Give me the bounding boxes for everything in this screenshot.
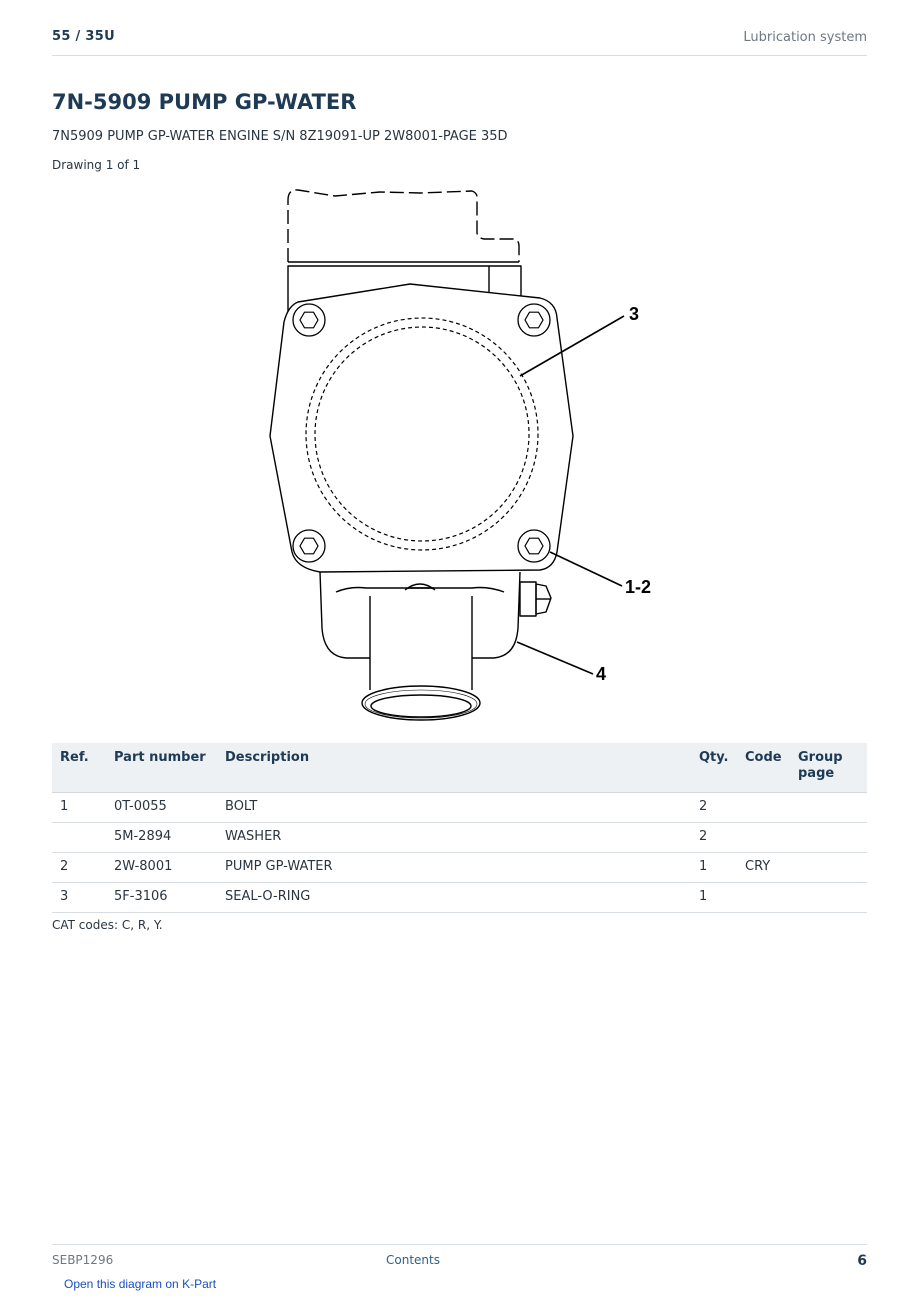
cell-qty: 1 bbox=[691, 883, 737, 913]
callout-3: 3 bbox=[629, 304, 640, 324]
cell-qty: 1 bbox=[691, 853, 737, 883]
cell-group-page bbox=[790, 853, 867, 883]
table-row bbox=[52, 883, 867, 913]
header-divider bbox=[52, 55, 867, 56]
table-row bbox=[52, 853, 867, 883]
parts-table bbox=[52, 743, 867, 913]
cell-ref bbox=[52, 823, 106, 853]
cell-part-number: 0T-0055 bbox=[106, 793, 217, 823]
page-number: 6 bbox=[857, 1253, 867, 1269]
cell-description: WASHER bbox=[217, 823, 691, 853]
kpart-diagram-link[interactable]: Open this diagram on K-Part bbox=[64, 1277, 217, 1291]
col-group-page: Group page bbox=[790, 743, 867, 793]
col-part-number: Part number bbox=[106, 743, 217, 793]
cell-code bbox=[737, 883, 790, 913]
page-title: 7N-5909 PUMP GP-WATER bbox=[52, 90, 357, 114]
cat-codes-note: CAT codes: C, R, Y. bbox=[52, 918, 163, 932]
col-qty: Qty. bbox=[691, 743, 737, 793]
footer-divider bbox=[52, 1244, 867, 1245]
callout-4: 4 bbox=[596, 664, 607, 684]
pump-diagram bbox=[255, 180, 675, 728]
cell-ref: 2 bbox=[52, 853, 106, 883]
table-row bbox=[52, 823, 867, 853]
cell-code: CRY bbox=[737, 853, 790, 883]
col-description: Description bbox=[217, 743, 691, 793]
cell-qty: 2 bbox=[691, 793, 737, 823]
cell-group-page bbox=[790, 793, 867, 823]
cell-part-number: 2W-8001 bbox=[106, 853, 217, 883]
col-code: Code bbox=[737, 743, 790, 793]
cell-description: SEAL-O-RING bbox=[217, 883, 691, 913]
table-header-row bbox=[52, 743, 867, 793]
table-row bbox=[52, 793, 867, 823]
cell-description: PUMP GP-WATER bbox=[217, 853, 691, 883]
cell-code bbox=[737, 823, 790, 853]
page-subtitle: 7N5909 PUMP GP-WATER ENGINE S/N 8Z19091-UP 2W8001-PAGE 35D bbox=[52, 129, 508, 144]
document-id: SEBP1296 bbox=[52, 1253, 114, 1267]
callout-1-2: 1-2 bbox=[625, 577, 652, 597]
cell-ref: 3 bbox=[52, 883, 106, 913]
cell-part-number: 5F-3106 bbox=[106, 883, 217, 913]
chapter-title: Lubrication system bbox=[743, 30, 867, 45]
cell-ref: 1 bbox=[52, 793, 106, 823]
cell-qty: 2 bbox=[691, 823, 737, 853]
cell-description: BOLT bbox=[217, 793, 691, 823]
breadcrumb-section: 55 / 35U bbox=[52, 29, 115, 44]
drawing-count: Drawing 1 of 1 bbox=[52, 158, 141, 172]
contents-link[interactable]: Contents bbox=[386, 1253, 440, 1267]
cell-code bbox=[737, 793, 790, 823]
col-ref: Ref. bbox=[52, 743, 106, 793]
cell-part-number: 5M-2894 bbox=[106, 823, 217, 853]
cell-group-page bbox=[790, 883, 867, 913]
cell-group-page bbox=[790, 823, 867, 853]
